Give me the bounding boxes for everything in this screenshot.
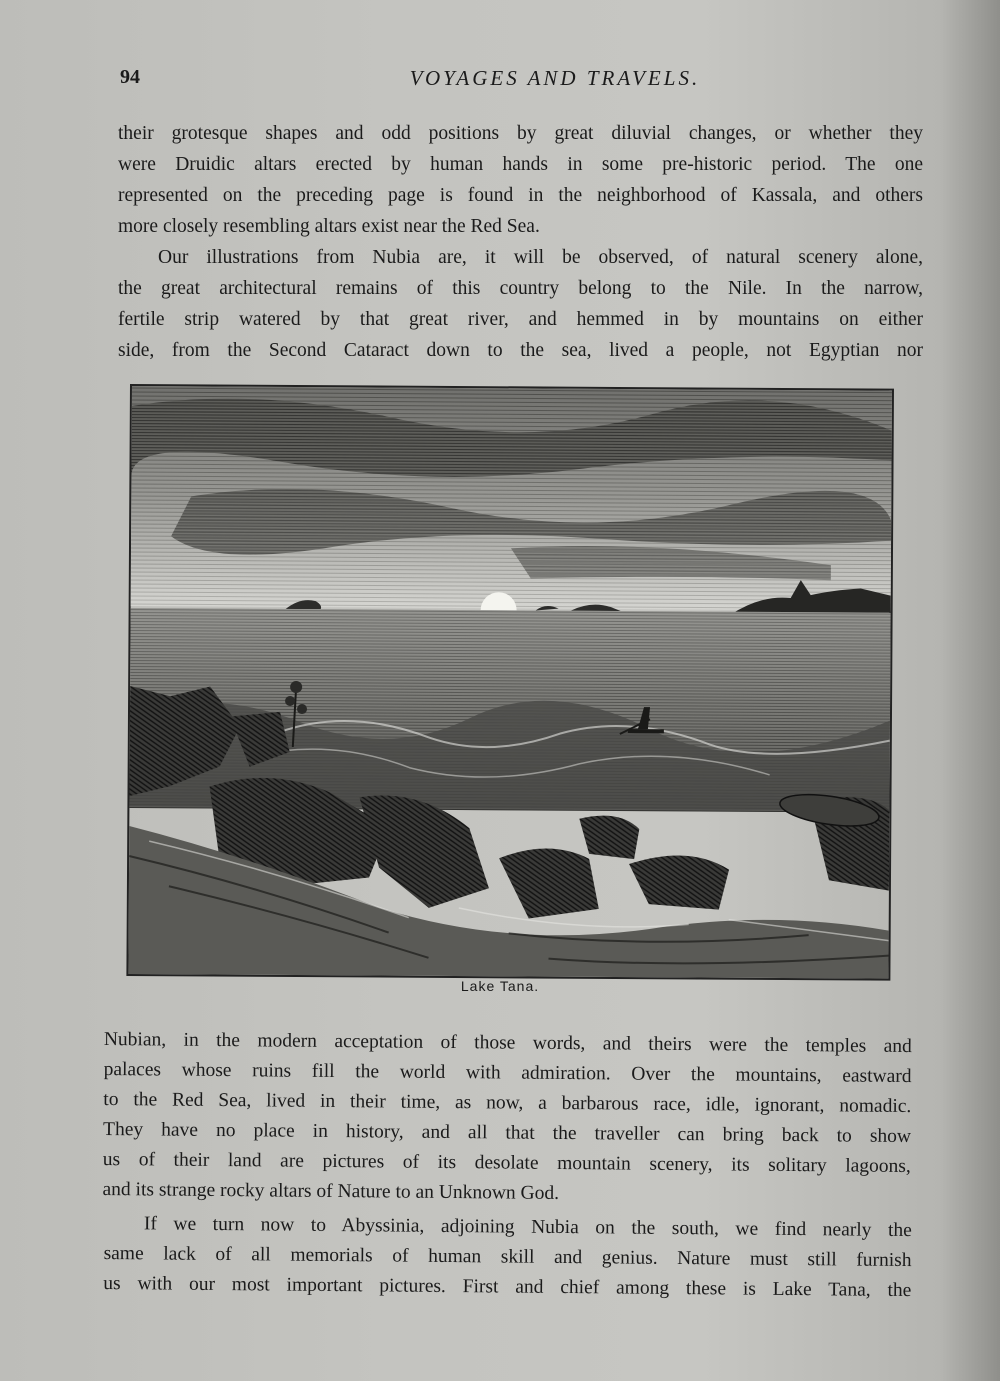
engraving-lake-tana [126,384,894,981]
foreground-rock [359,795,490,908]
text-line: If we turn now to Abyssinia, adjoining Nubia on the south, we find nearly the [143,1213,912,1242]
text-line: us of their land are pictures of its desolate mountain scenery, its solitary lagoons, [102,1148,911,1178]
text-line: the great architectural remains of this country belong to the Nile. In the narrow, [118,278,923,299]
text-line: us with our most important pictures. First and chief among these is Lake Tana, the [103,1272,912,1302]
text-line: They have no place in history, and all that the traveller can bring back to show [102,1118,912,1148]
text-line: more closely resembling altars exist near the Red Sea. [118,216,540,237]
text-line: and its strange rocky altars of Nature to an Unknown God. [102,1178,560,1204]
foreground-rock [579,815,639,859]
paragraph-abyssinia [103,1209,912,1306]
running-title: VOYAGES AND TRAVELS. [409,66,701,90]
text-line: palaces whose ruins fill the world with admiration. Over the mountains, eastward [103,1058,912,1088]
text-line: represented on the preceding page is found in the neighborhood of Kassala, and others [118,185,923,206]
paragraph-nubia [118,242,923,366]
paragraph-continued [118,118,923,242]
text-line: to the Red Sea, lived in their time, as now, a barbarous race, idle, ignorant, nomadic. [103,1088,912,1118]
paragraph-nubian-continued [102,1025,912,1212]
text-line: Nubian, in the modern acceptation of those words, and theirs were the temples and [103,1028,912,1058]
figure-caption: Lake Tana. [460,978,540,994]
running-head [120,66,930,96]
text-line: same lack of all memorials of human skill and genius. Nature must still furnish [103,1242,912,1272]
text-line: side, from the Second Cataract down to the sea, lived a people, not Egyptian nor [118,340,923,361]
engraving-illustration [128,386,892,979]
text-line: were Druidic altars erected by human hands in some pre-historic period. The one [118,154,923,175]
foreground-rock [499,848,599,919]
foreground-rock [629,855,729,909]
text-line: Our illustrations from Nubia are, it will be observed, of natural scenery alone, [158,247,923,268]
page-number: 94 [120,66,140,88]
text-line: their grotesque shapes and odd positions by great diluvial changes, or whether they [118,123,923,144]
text-line: fertile strip watered by that great river, and hemmed in by mountains on either [118,309,923,330]
